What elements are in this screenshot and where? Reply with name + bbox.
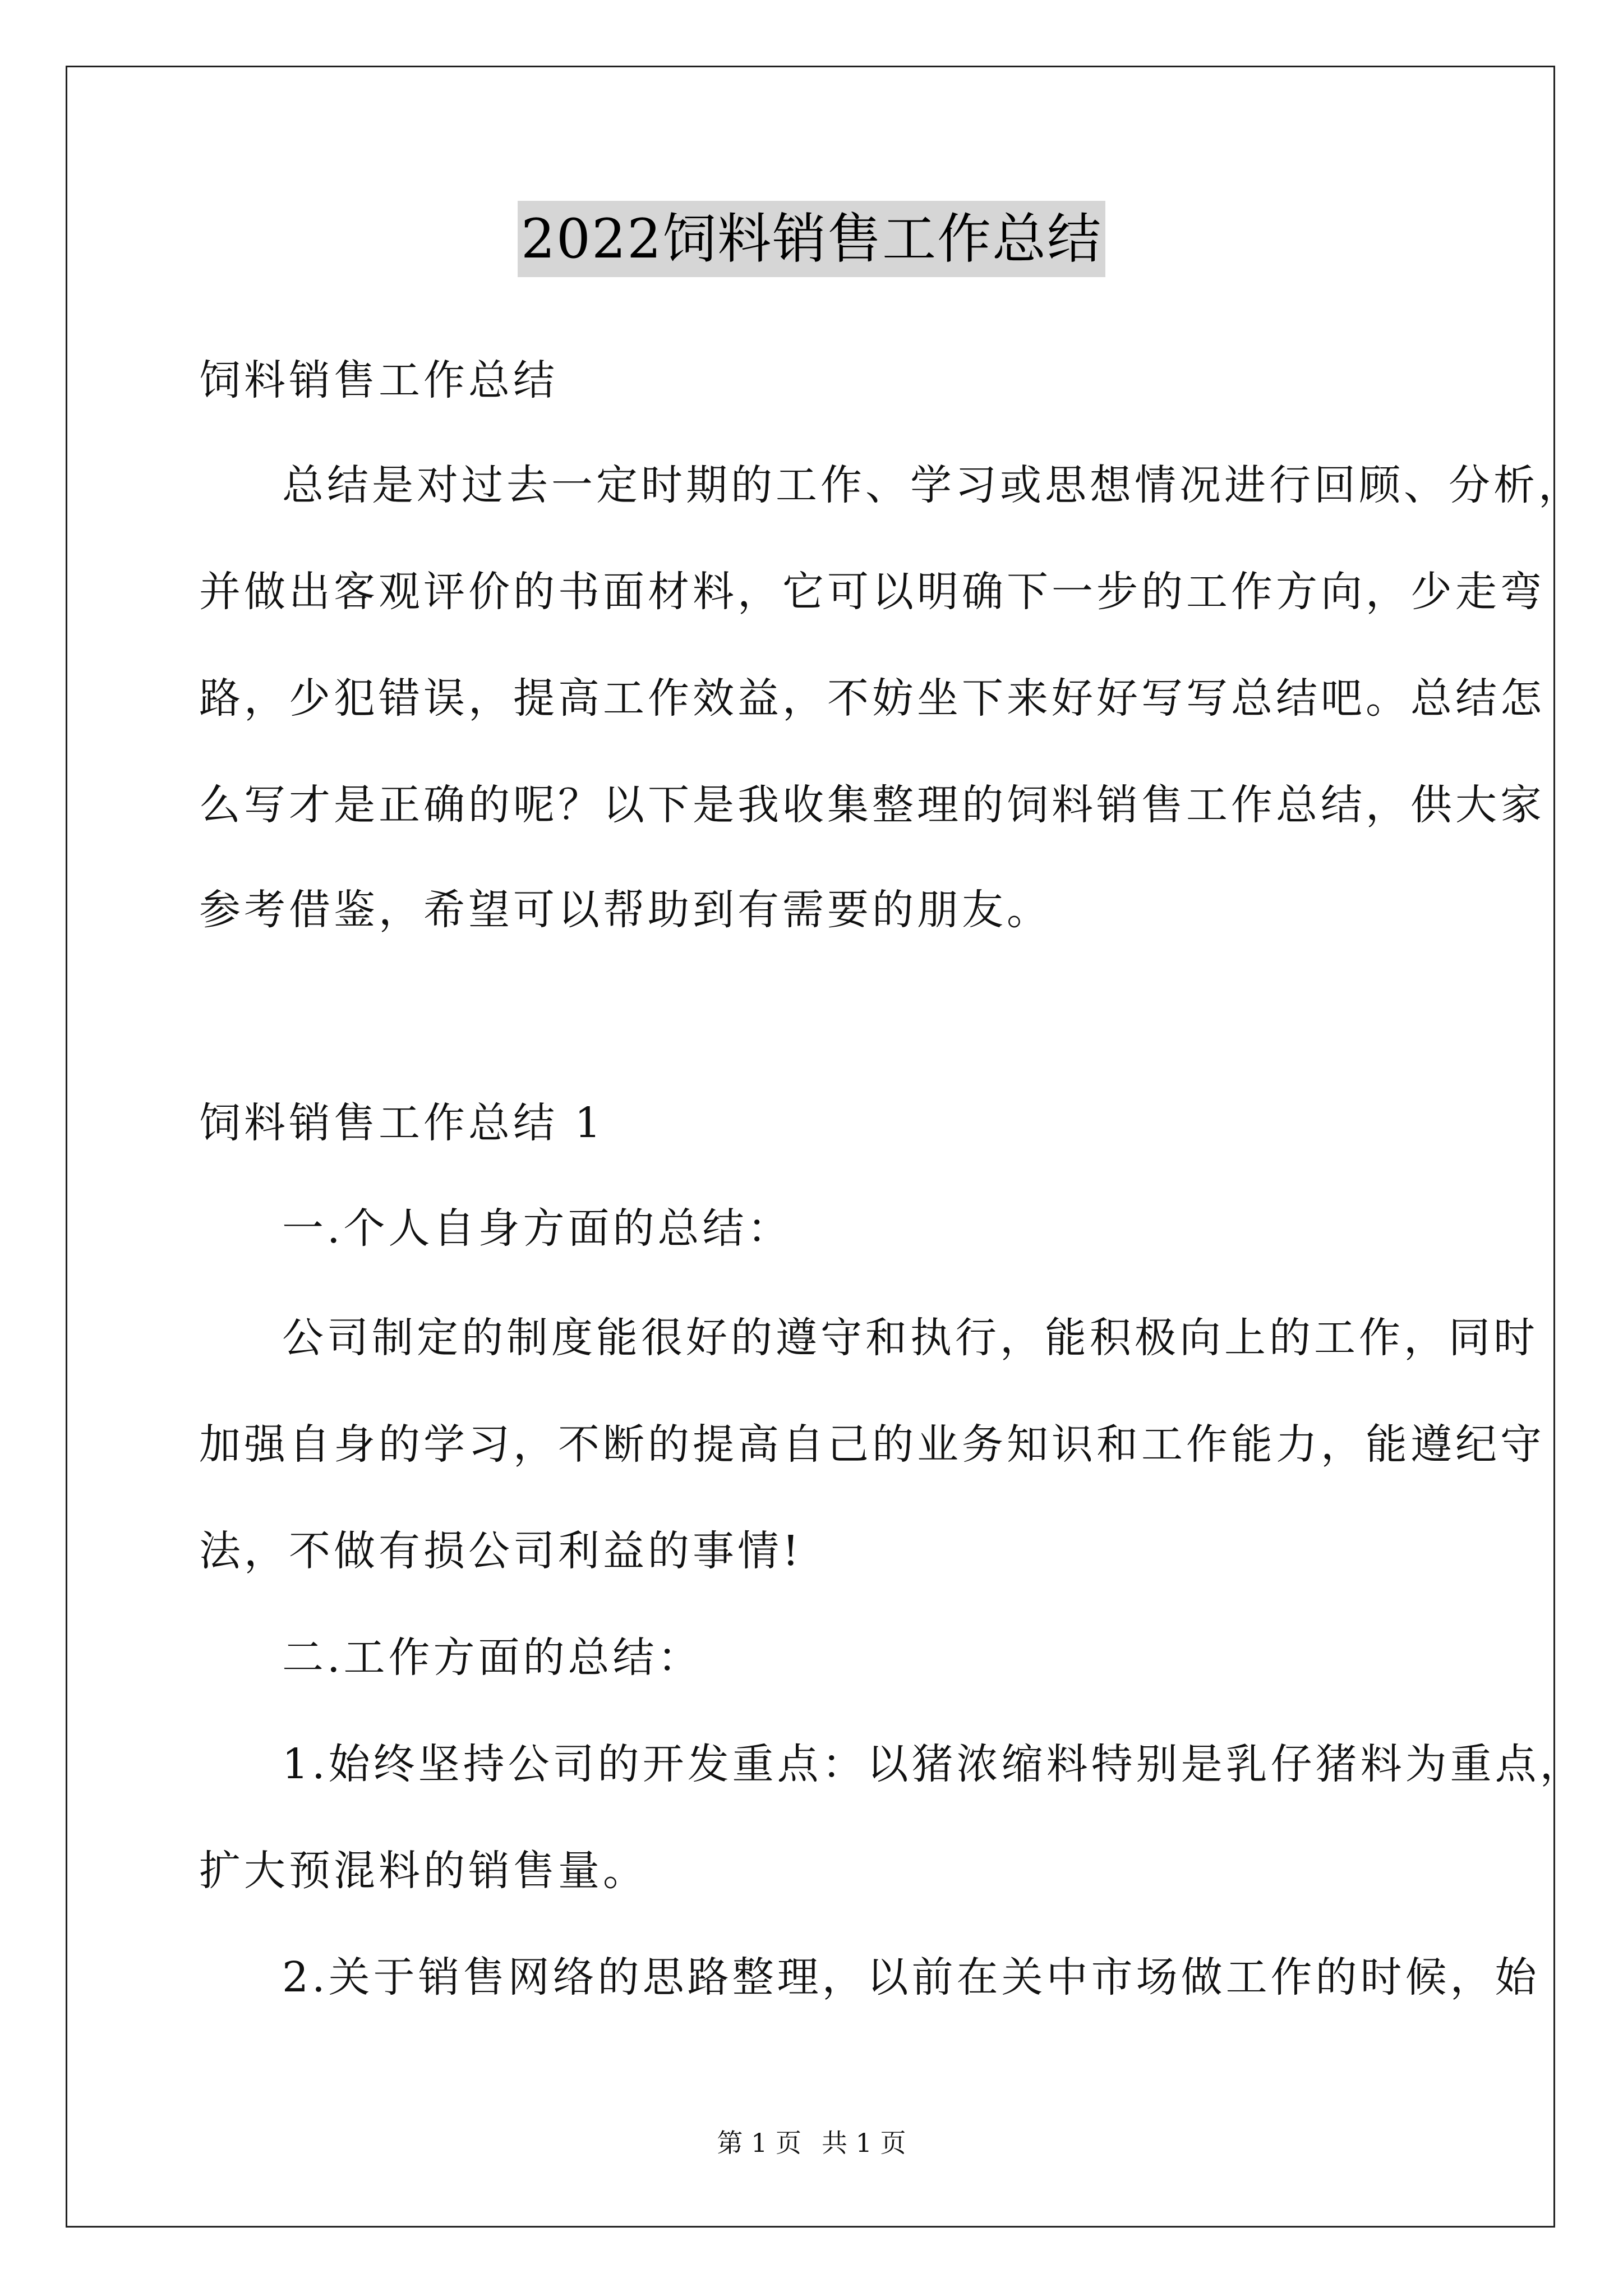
intro-line: 路，少犯错误，提高工作效益，不妨坐下来好好写写总结吧。总结怎 <box>199 674 1545 723</box>
document-title: 2022饲料销售工作总结 <box>518 201 1105 277</box>
intro-line: 总结是对过去一定时期的工作、学习或思想情况进行回顾、分析， <box>282 461 1583 509</box>
title-container <box>0 201 1623 277</box>
subtitle: 饲料销售工作总结 <box>199 356 558 404</box>
intro-line: 参考借鉴，希望可以帮助到有需要的朋友。 <box>199 886 1052 934</box>
page-footer <box>0 2126 1623 2160</box>
part1-heading: 一.个人自身方面的总结： <box>282 1204 792 1253</box>
page-total: 共 1 页 <box>822 2128 906 2158</box>
part2-heading: 二.工作方面的总结： <box>282 1634 703 1682</box>
intro-line: 么写才是正确的呢？以下是我收集整理的饲料销售工作总结，供大家 <box>199 781 1545 829</box>
page-number: 第 1 页 <box>717 2128 801 2158</box>
part1-line: 法，不做有损公司利益的事情! <box>199 1527 803 1575</box>
intro-line: 并做出客观评价的书面材料，它可以明确下一步的工作方向，少走弯 <box>199 568 1545 616</box>
item1-line: 1.始终坚持公司的开发重点：以猪浓缩料特别是乳仔猪料为重点， <box>282 1740 1585 1788</box>
item2-line: 2.关于销售网络的思路整理，以前在关中市场做工作的时候，始 <box>282 1953 1540 2001</box>
part1-line: 加强自身的学习，不断的提高自己的业务知识和工作能力，能遵纪守 <box>199 1420 1545 1469</box>
item1-line: 扩大预混料的销售量。 <box>199 1847 648 1895</box>
section-heading: 饲料销售工作总结 1 <box>199 1099 605 1147</box>
part1-line: 公司制定的制度能很好的遵守和执行，能积极向上的工作，同时 <box>282 1314 1538 1362</box>
